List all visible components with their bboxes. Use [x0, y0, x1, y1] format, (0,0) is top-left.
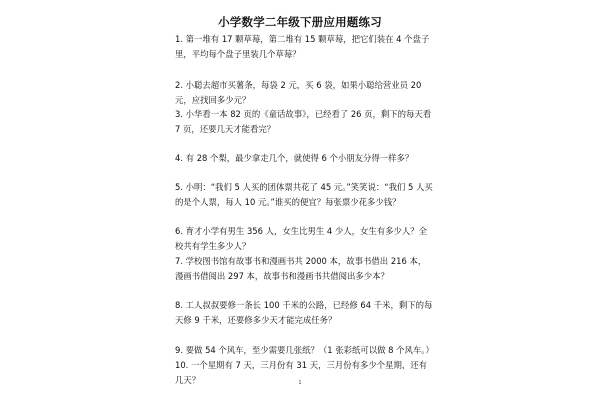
- question-3: 3. 小华看一本 82 页的《童话故事》，已经看了 26 页，剩下的每天看 7 页，还要几天才能看完？: [175, 109, 432, 134]
- question-2: 2. 小聪去超市买薯条，每袋 2 元，买 6 袋，如果小聪给营业员 20 元，应找回多少元？: [175, 80, 422, 105]
- question-1: 1. 第一堆有 17 颗草莓，第二堆有 15 颗草莓，把它们装在 4 个盘子里，平均每个盘子里装几个草莓？: [175, 34, 430, 59]
- question-8: 8. 工人叔叔要修一条长 100 千米的公路，已经修 64 千米，剩下的每天修 9 千米，还要修多少天才能完成任务？: [175, 300, 433, 325]
- question-7: 7. 学校图书馆有故事书和漫画书共 2000 本，故事书借出 216 本，漫画书借阅出 297 本，故事书和漫画书共借阅出多少本？: [175, 256, 427, 281]
- question-4: 4. 有 28 个梨，最少拿走几个，就使得 6 个小朋友分得一样多？: [175, 153, 414, 163]
- question-10: 10. 一个星期有 7 天，三月份有 31 天，三月份有多少个星期，还有几天？: [175, 360, 427, 385]
- question-9: 9. 要做 54 个风车，至少需要几张纸？（1 张彩纸可以做 8 个风车。）: [175, 345, 434, 355]
- page-number: 1: [298, 380, 302, 386]
- question-6: 6. 育才小学有男生 356 人，女生比男生 4 少人，女生有多少人？全校共有学生多少人？: [175, 226, 427, 251]
- page-title: 小学数学二年级下册应用题练习: [218, 15, 382, 29]
- question-5: 5. 小明：“我们 5 人买的团体票共花了 45 元。”笑笑说：“我们 5 人买的是个人票，每人 10 元。”谁买的便宜？每张票少花多少钱？: [175, 182, 433, 207]
